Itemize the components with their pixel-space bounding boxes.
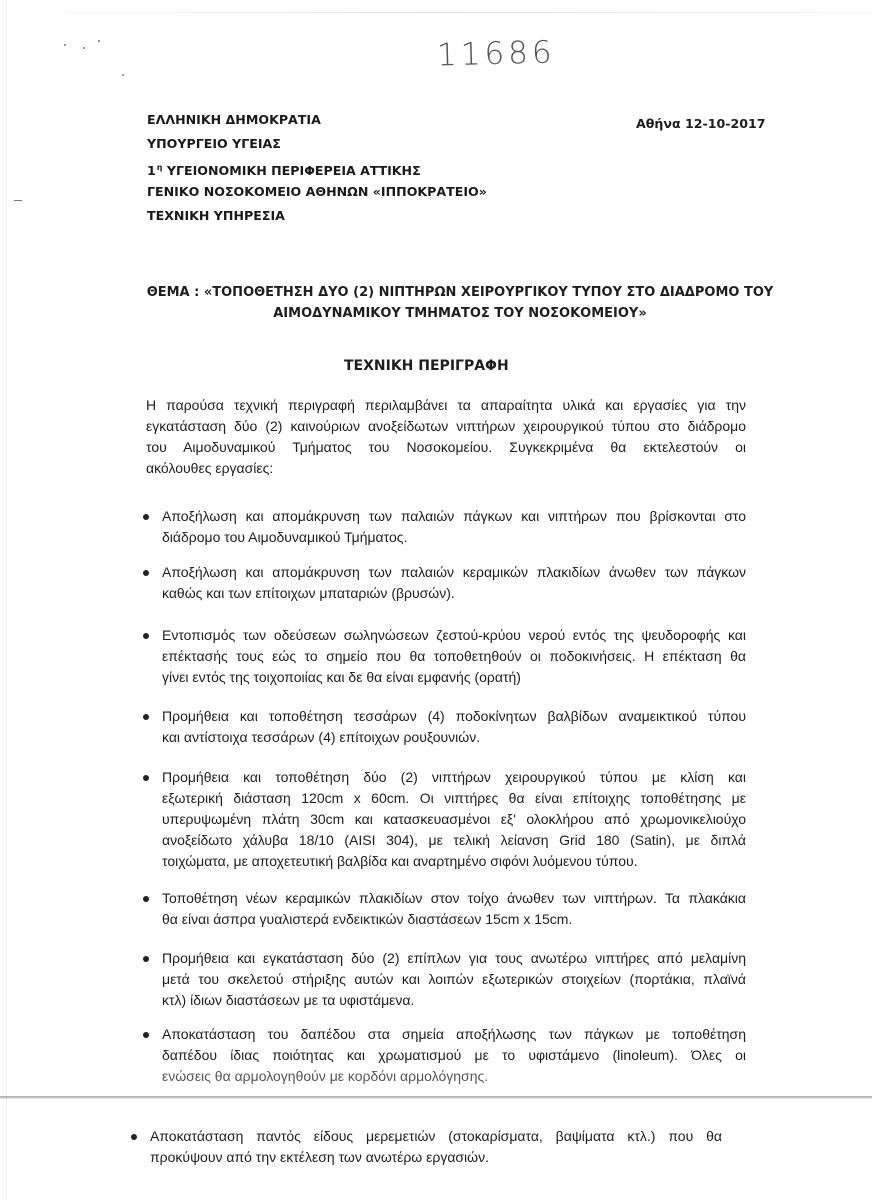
list-item-line: και αντίστοιχα τεσσάρων (4) επίτοιχων ρουξουνιών. <box>162 729 481 745</box>
list-item-line: επέκτασής τους εώς το σημείο που θα τοποθετηθούν οι ποδοκινήσεις. Η επέκταση θα <box>162 648 746 664</box>
intro-line: του Αιμοδυναμικού Τμήματος του Νοσοκομείου. Συγκεκριμένα θα εκτελεστούν οι <box>146 439 746 455</box>
intro-line: ακόλουθες εργασίες: <box>146 460 274 476</box>
region-name: ΥΓΕΙΟΝΟΜΙΚΗ ΠΕΡΙΦΕΡΕΙΑ ΑΤΤΙΚΗΣ <box>166 163 421 178</box>
list-item-line: καθώς και των επίτοιχων μπαταριών (βρυσών). <box>162 585 455 601</box>
scan-speck <box>122 74 124 76</box>
intro-line: Η παρούσα τεχνική περιγραφή περιλαμβάνει τα απαραίτητα υλικά και εργασίες για την <box>146 397 746 413</box>
letterhead-line: ΓΕΝΙΚΟ ΝΟΣΟΚΟΜΕΙΟ ΑΘΗΝΩΝ «ΙΠΠΟΚΡΑΤΕΙΟ» <box>147 184 487 199</box>
region-suffix: η <box>156 163 163 172</box>
list-item-line: Αποκατάσταση του δαπέδου στα σημεία αποξήλωσης των πάγκων με τοποθέτηση <box>162 1026 746 1042</box>
list-item-line: Προμήθεια και τοποθέτηση δύο (2) νιπτήρων χειρουργικού τύπου με κλίση και <box>162 769 746 785</box>
list-item-line: γίνει εντός της τοιχοποιίας και δε θα είναι εμφανής (ορατή) <box>162 669 521 685</box>
bullet-marker <box>143 956 149 962</box>
list-item-line: ενώσεις θα αρμολογηθούν με κορδόνι αρμολόγησης. <box>162 1068 489 1084</box>
bullet-marker <box>131 1134 137 1140</box>
letterhead-line: ΕΛΛΗΝΙΚΗ ΔΗΜΟΚΡΑΤΙΑ <box>147 112 321 127</box>
letterhead <box>147 108 487 228</box>
list-item-line: Προμήθεια και τοποθέτηση τεσσάρων (4) ποδοκίνητων βαλβίδων αναμεικτικού τύπου <box>162 708 746 724</box>
bullet-marker <box>143 896 149 902</box>
scan-speck <box>98 40 100 42</box>
letterhead-line: ΥΠΟΥΡΓΕΙΟ ΥΓΕΙΑΣ <box>147 136 281 151</box>
scan-edge-left <box>6 0 7 1200</box>
list-item-line: Αποξήλωση και απομάκρυνση των παλαιών πάγκων και νιπτήρων που βρίσκονται στο <box>162 508 746 524</box>
list-item-line: ανοξείδωτο χάλυβα 18/10 (AISI 304), με τελική λείανση Grid 180 (Satin), με διπλά <box>162 832 746 848</box>
intro-line: εγκατάσταση δύο (2) καινούριων ανοξείδωτων νιπτήρων χειρουργικού τύπου στο διάδρομο <box>146 418 746 434</box>
list-item-line: διάδρομο του Αιμοδυναμικού Τμήματος. <box>162 529 408 545</box>
list-item-line: τοιχώματα, με αποχετευτική βαλβίδα και αναρτημένο σιφόνι λυόμενου τύπου. <box>162 853 638 869</box>
document-date: Αθήνα 12-10-2017 <box>636 116 766 131</box>
handwritten-protocol-number: 11686 <box>436 34 557 74</box>
bullet-marker <box>143 570 149 576</box>
bullet-marker <box>143 775 149 781</box>
list-item-line: προκύψουν από την εκτέλεση των ανωτέρω εργασιών. <box>150 1149 489 1165</box>
subject-line: ΑΙΜΟΔΥΝΑΜΙΚΟΥ ΤΜΗΜΑΤΟΣ ΤΟΥ ΝΟΣΟΚΟΜΕΙΟΥ» <box>273 306 647 321</box>
bullet-marker <box>143 633 149 639</box>
list-item-line: Εντοπισμός των οδεύσεων σωληνώσεων ζεστού-κρύου νερού εντός της ψευδοροφής και <box>162 627 746 643</box>
letterhead-line: ΤΕΧΝΙΚΗ ΥΠΗΡΕΣΙΑ <box>147 208 285 223</box>
list-item-line: υπερυψωμένη πλάτη 30cm και κατασκευασμένοι εξ' ολοκλήρου από χρωμονικελιούχο <box>162 811 746 827</box>
region-number: 1 <box>147 163 156 178</box>
scan-speck <box>14 200 22 201</box>
subject-line: ΘΕΜΑ : «ΤΟΠΟΘΕΤΗΣΗ ΔΥΟ (2) ΝΙΠΤΗΡΩΝ ΧΕΙΡΟΥΡΓΙΚΟΥ ΤΥΠΟΥ ΣΤΟ ΔΙΑΔΡΟΜΟ ΤΟΥ <box>146 285 774 300</box>
list-item-line: εξωτερική διάσταση 120cm x 60cm. Οι νιπτήρες θα είναι επίτοιχης τοποθέτησης με <box>162 790 746 806</box>
list-item-line: Αποκατάσταση παντός είδους μερεμετιών (στοκαρίσματα, βαψίματα κτλ.) που θα <box>150 1128 722 1144</box>
page-fold-line <box>0 1096 872 1099</box>
section-heading: ΤΕΧΝΙΚΗ ΠΕΡΙΓΡΑΦΗ <box>344 358 509 374</box>
bullet-marker <box>143 714 149 720</box>
scan-speck <box>83 47 85 49</box>
list-item-line: θα είναι άσπρα γυαλιστερά ενδεικτικών διαστάσεων 15cm x 15cm. <box>162 911 573 927</box>
scan-speck <box>64 44 66 46</box>
list-item-line: δαπέδου ίδιας ποιότητας και χρωματισμού με το υφιστάμενο (linoleum). Όλες οι <box>162 1047 746 1063</box>
list-item-line: κτλ) ίδιων διαστάσεων με τα υφιστάμενα. <box>162 992 415 1008</box>
list-item-line: Αποξήλωση και απομάκρυνση των παλαιών κεραμικών πλακιδίων άνωθεν των πάγκων <box>162 564 746 580</box>
intro-paragraph <box>146 395 746 479</box>
bullet-marker <box>143 514 149 520</box>
list-item-line: Προμήθεια και εγκατάσταση δύο (2) επίπλων για τους ανωτέρω νιπτήρες από μελαμίνη <box>162 950 746 966</box>
subject-block <box>115 282 805 324</box>
list-item-line: Τοποθέτηση νέων κεραμικών πλακιδίων στον τοίχο άνωθεν των νιπτήρων. Τα πλακάκια <box>162 890 746 906</box>
scan-edge <box>0 12 872 13</box>
list-item-line: μετά του σκελετού στήριξης αυτών και λοιπών εξωτερικών στοιχείων (πορτάκια, πλαϊνά <box>162 971 746 987</box>
bullet-marker <box>143 1032 149 1038</box>
letterhead-line <box>147 156 487 180</box>
